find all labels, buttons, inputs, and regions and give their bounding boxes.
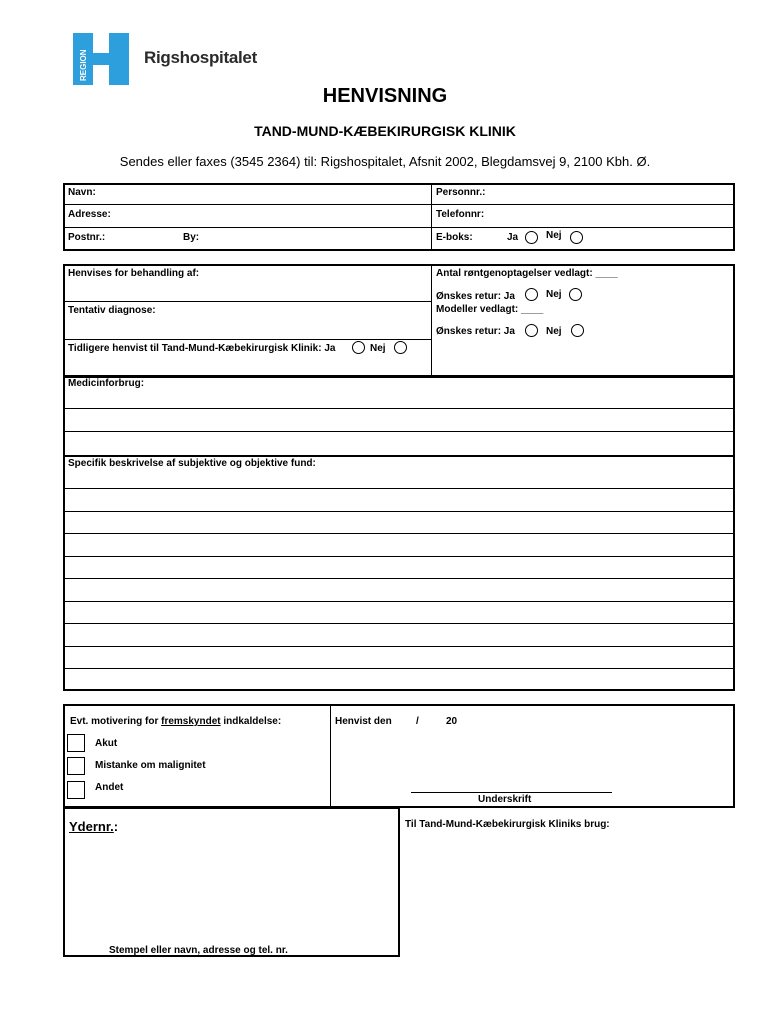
page-title: HENVISNING: [322, 85, 448, 107]
eboks-nej-label: Nej: [546, 230, 562, 241]
postnr-label: Postnr.:: [68, 232, 106, 243]
ruled-line: [64, 623, 734, 624]
divider: [330, 705, 331, 807]
akut-label: Akut: [95, 738, 118, 749]
date-slash: /: [416, 716, 419, 727]
logo-region-text: REGION: [79, 49, 88, 81]
region-logo: [73, 33, 129, 85]
telefonnr-label: Telefonnr:: [436, 209, 485, 220]
clinic-use-label: Til Tand-Mund-Kæbekirurgisk Kliniks brug:: [405, 819, 610, 830]
divider: [64, 227, 734, 228]
logo-name: Rigshospitalet: [144, 48, 257, 67]
modeller-retur-nej-label: Nej: [546, 326, 562, 337]
patient-info-box: [63, 183, 735, 251]
ydernr-label: Ydernr.:: [69, 819, 119, 834]
adresse-label: Adresse:: [68, 209, 111, 220]
ruled-line: [64, 578, 734, 579]
rontgen-retur-nej-radio[interactable]: [569, 288, 582, 301]
motivation-label: Evt. motivering for fremskyndet indkaldelse:: [70, 716, 282, 727]
tidligere-ja-radio[interactable]: [352, 341, 365, 354]
eboks-ja-label: Ja: [507, 232, 519, 243]
underskrift-label: Underskrift: [478, 794, 532, 805]
tidligere-label: Tidligere henvist til Tand-Mund-Kæbekirurgisk Klinik: Ja: [68, 343, 336, 354]
ruled-line: [64, 431, 734, 432]
personnr-label: Personnr.:: [436, 187, 486, 198]
divider: [64, 301, 432, 302]
section-divider: [64, 455, 734, 457]
ruled-line: [64, 488, 734, 489]
andet-checkbox[interactable]: [67, 781, 85, 799]
medicin-label: Medicinforbrug:: [68, 378, 145, 389]
eboks-nej-radio[interactable]: [570, 231, 583, 244]
onskes-retur-1-label: Ønskes retur: Ja: [436, 291, 515, 302]
tentativ-label: Tentativ diagnose:: [68, 305, 156, 316]
ruled-line: [64, 646, 734, 647]
rontgen-retur-ja-radio[interactable]: [525, 288, 538, 301]
onskes-retur-2-label: Ønskes retur: Ja: [436, 326, 515, 337]
send-instructions: Sendes eller faxes (3545 2364) til: Rigshospitalet, Afsnit 2002, Blegdamsvej 9, 2100 Kbh. Ø.: [119, 154, 651, 169]
eboks-ja-radio[interactable]: [525, 231, 538, 244]
tidligere-nej-label: Nej: [370, 343, 386, 354]
eboks-label: E-boks:: [436, 232, 473, 243]
malignitet-label: Mistanke om malignitet: [95, 760, 206, 771]
ruled-line: [64, 601, 734, 602]
ruled-line: [64, 408, 734, 409]
ruled-line: [64, 556, 734, 557]
signature-line: [411, 792, 612, 793]
modeller-retur-nej-radio[interactable]: [571, 324, 584, 337]
tidligere-nej-radio[interactable]: [394, 341, 407, 354]
page-subtitle: TAND-MUND-KÆBEKIRURGISK KLINIK: [254, 123, 516, 139]
findings-label: Specifik beskrivelse af subjektive og objektive fund:: [68, 458, 316, 469]
henvises-label: Henvises for behandling af:: [68, 268, 200, 279]
henvist-den-label: Henvist den: [335, 716, 392, 727]
andet-label: Andet: [95, 782, 124, 793]
divider: [64, 339, 432, 340]
ruled-line: [64, 533, 734, 534]
malignitet-checkbox[interactable]: [67, 757, 85, 775]
date-year: 20: [446, 716, 458, 727]
navn-label: Navn:: [68, 187, 96, 198]
ruled-line: [64, 668, 734, 669]
referral-box: [63, 264, 735, 377]
akut-checkbox[interactable]: [67, 734, 85, 752]
by-label: By:: [183, 232, 200, 243]
divider: [431, 265, 432, 376]
rontgen-retur-nej-label: Nej: [546, 289, 562, 300]
modeller-retur-ja-radio[interactable]: [525, 324, 538, 337]
modeller-label: Modeller vedlagt: ____: [436, 304, 544, 315]
ruled-line: [64, 511, 734, 512]
divider: [431, 184, 432, 250]
divider: [64, 204, 734, 205]
antal-rontgen-label: Antal røntgenoptagelser vedlagt: ____: [436, 268, 618, 279]
stempel-label: Stempel eller navn, adresse og tel. nr.: [109, 945, 288, 956]
